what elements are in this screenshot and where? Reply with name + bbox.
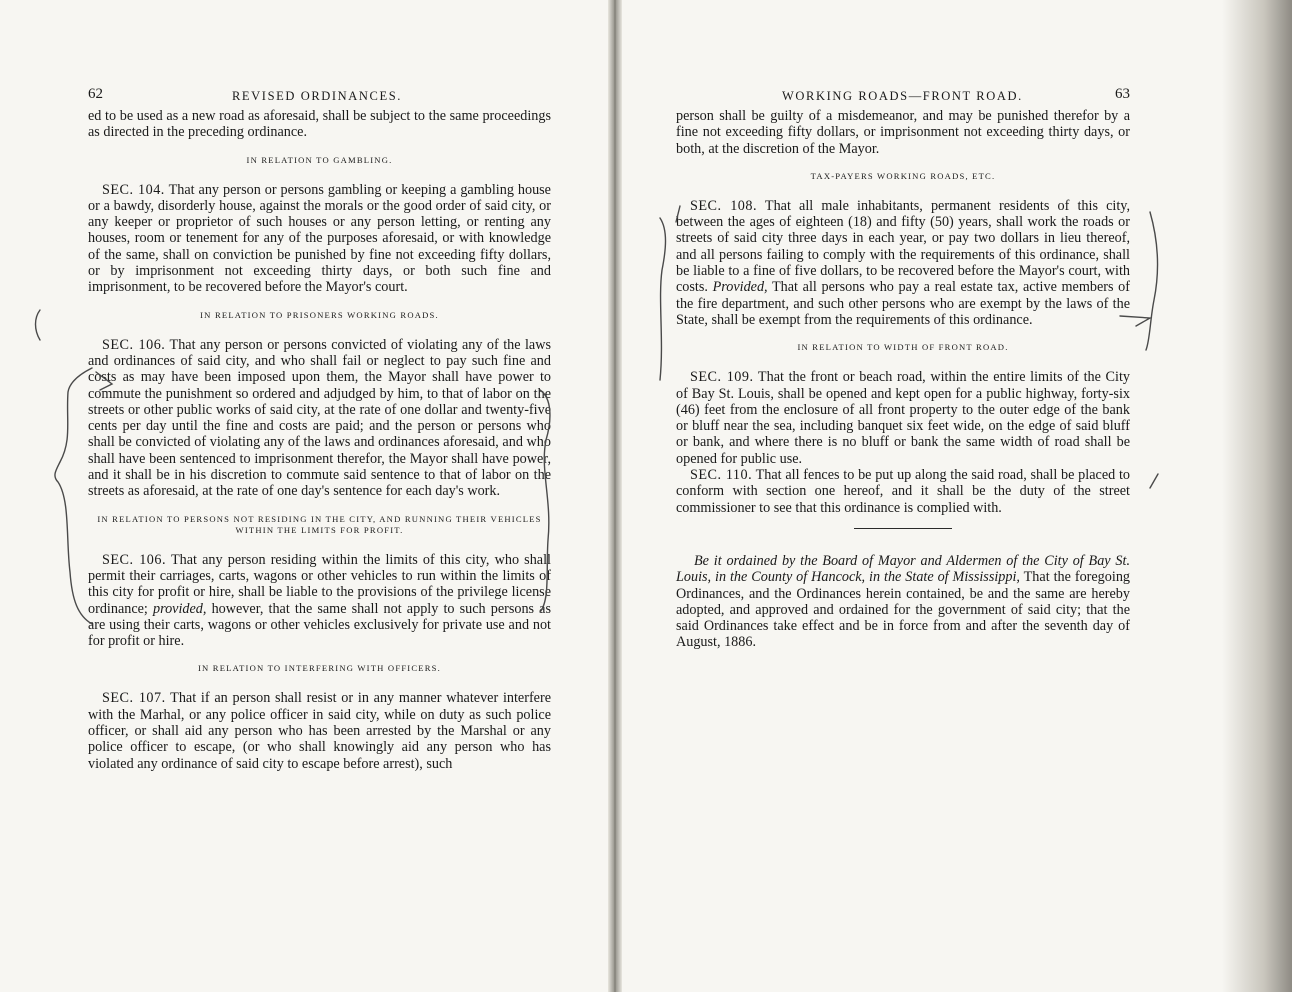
right-continuation-text: person shall be guilty of a misdemeanor, and may be punished therefor by a fine not exceeding fifty dollars, or imprisonment not exceeding thirty days, or both, at the discretion of the Mayor.: [676, 108, 1130, 157]
right-margin-tick-mark: [1150, 474, 1158, 488]
section-heading-officers: IN RELATION TO INTERFERING WITH OFFICERS.: [197, 663, 442, 674]
left-running-head: [88, 86, 551, 108]
right-page: [676, 86, 1130, 651]
enactment-text: That the foregoing Ordinances, and the Ordinances herein contained, be and the same are hereby adopted, and approved and ordained for the government of said city; that the said Ordinances take effect and be in force from and after the seventh day of August, 1886.: [676, 569, 1131, 651]
section-108: [676, 198, 1130, 328]
section-text: That any person or persons gambling or keeping a gambling house or a bawdy, disorderly house, against the morals or the good order of said city, or any keeper or proprietor of such houses or any person letting, or renting any houses, room or tenement for any of the purposes aforesaid, or with knowledge of the same, shall on conviction be punished by fine not exceeding fifty dollars, or by imprisonment not exceeding thirty days, or both such fine and imprisonment, to be recovered before the Mayor's court.: [88, 181, 551, 296]
section-label: SEC. 109.: [690, 369, 754, 386]
right-page-number: 63: [1115, 86, 1130, 102]
section-label: SEC. 110.: [690, 467, 753, 484]
section-text: That any person residing within the limits of this city, who shall permit their carriages, carts, wagons or other vehicles to run within the limits of this city for profit or hire, shall be liable to the provisions of the privilege license ordinance;: [88, 551, 551, 617]
section-heading-front-road: IN RELATION TO WIDTH OF FRONT ROAD.: [797, 342, 1009, 353]
section-divider-rule: [854, 528, 952, 529]
section-label: SEC. 108.: [690, 197, 758, 214]
right-running-head: [676, 86, 1130, 108]
left-running-title: REVISED ORDINANCES.: [232, 89, 402, 103]
section-106-vehicles: [88, 552, 551, 650]
section-text: however, that the same shall not apply to such persons as are using their carts, wagons or other vehicles exclusively for private use and not for profit or hire.: [88, 600, 552, 650]
section-110: [676, 467, 1130, 516]
section-heading-taxpayers: TAX-PAYERS WORKING ROADS, ETC.: [810, 170, 996, 181]
section-107: [88, 690, 551, 771]
left-margin-brace-mark: [36, 310, 41, 340]
left-page: [88, 86, 551, 772]
section-text: That all fences to be put up along the said road, shall be placed to conform with section one hereof, and it shall be the duty of the street commissioner to see that this ordinance is complied with.: [676, 467, 1130, 516]
section-label: SEC. 106.: [102, 551, 167, 568]
right-outer-bracket-mark: [1146, 212, 1157, 350]
section-italic: Provided,: [712, 279, 768, 296]
page-edge-shadow: [1222, 0, 1292, 992]
left-continuation-text: ed to be used as a new road as aforesaid, shall be subject to the same proceedings as directed in the preceding ordinance.: [88, 108, 551, 141]
section-text: That if an person shall resist or in any manner whatever interfere with the Marhal, or any police officer in said city, while on duty as such police officer, or shall aid any person who has been arrested by the Marshal or any police officer to escape, (or who shall knowingly aid any person who has violated any ordinance of said city to escape before arrest), such: [88, 690, 551, 772]
section-heading-gambling: IN RELATION TO GAMBLING.: [246, 154, 393, 165]
enactment-clause: [676, 553, 1130, 651]
section-heading-vehicles: IN RELATION TO PERSONS NOT RESIDING IN THE CITY, AND RUNNING THEIR VEHICLES WITHIN THE LIMITS FOR PROFIT.: [97, 513, 542, 535]
section-106-prisoners: [88, 337, 551, 500]
section-109: [676, 369, 1130, 467]
left-page-number: 62: [88, 86, 103, 102]
book-gutter: [608, 0, 622, 992]
left-bracket-mark: [55, 368, 92, 624]
section-text: That all male inhabitants, permanent residents of this city, between the ages of eighteen (18) and fifty (50) years, shall work the roads or streets of said city three days in each year, or pay two dollars in lieu thereof, and all persons failing to comply with the requirements of this ordinance, shall be liable to a fine of five dollars, to be recovered before the Mayor's court, with costs.: [676, 197, 1130, 296]
section-104: [88, 182, 551, 296]
section-label: SEC. 107.: [102, 690, 166, 707]
section-heading-prisoners: IN RELATION TO PRISONERS WORKING ROADS.: [200, 309, 439, 320]
right-running-title: WORKING ROADS—FRONT ROAD.: [782, 89, 1023, 103]
enactment-italic: Be it ordained by the Board of Mayor and Aldermen of the City of Bay St. Louis, in the County of Hancock, in the State of Mississippi,: [676, 552, 1130, 586]
section-text: That all persons who pay a real estate tax, active members of the fire department, and such other persons who are exempt by the laws of the State, shall be exempt from the requirements of this ordinance.: [676, 279, 1130, 328]
section-italic: provided,: [153, 600, 207, 617]
section-label: SEC. 106.: [102, 336, 166, 353]
section-label: SEC. 104.: [102, 181, 165, 198]
section-text: That any person or persons convicted of violating any of the laws and ordinances of said city, and who shall fail or neglect to pay such fine and costs as may have been imposed upon them, the Mayor shall have power to commute the punishment so ordered and adjudged by him, to that of labor on the streets or other public works of said city, at the rate of one dollar and twenty-five cents per day until the fine and costs are paid; and the person or persons who shall be convicted of violating any of the laws and ordinances aforesaid, and who shall have been sentenced to imprisonment therefor, the Mayor shall have power, and it shall be in his discretion to commute said sentence to that of labor on the streets as aforesaid, at the rate of one day's sentence for each day's work.: [88, 336, 551, 500]
section-text: That the front or beach road, within the entire limits of the City of Bay St. Louis, shall be opened and kept open for a public highway, forty-six (46) feet from the enclosure of all front property to the outer edge of the bank or bluff near the sea, including banquet six feet wide, on the edge of said bluff or bank, and where there is no bluff or bank the same width of road shall be opened for public use.: [676, 369, 1130, 467]
right-bracket-mark: [660, 218, 666, 380]
